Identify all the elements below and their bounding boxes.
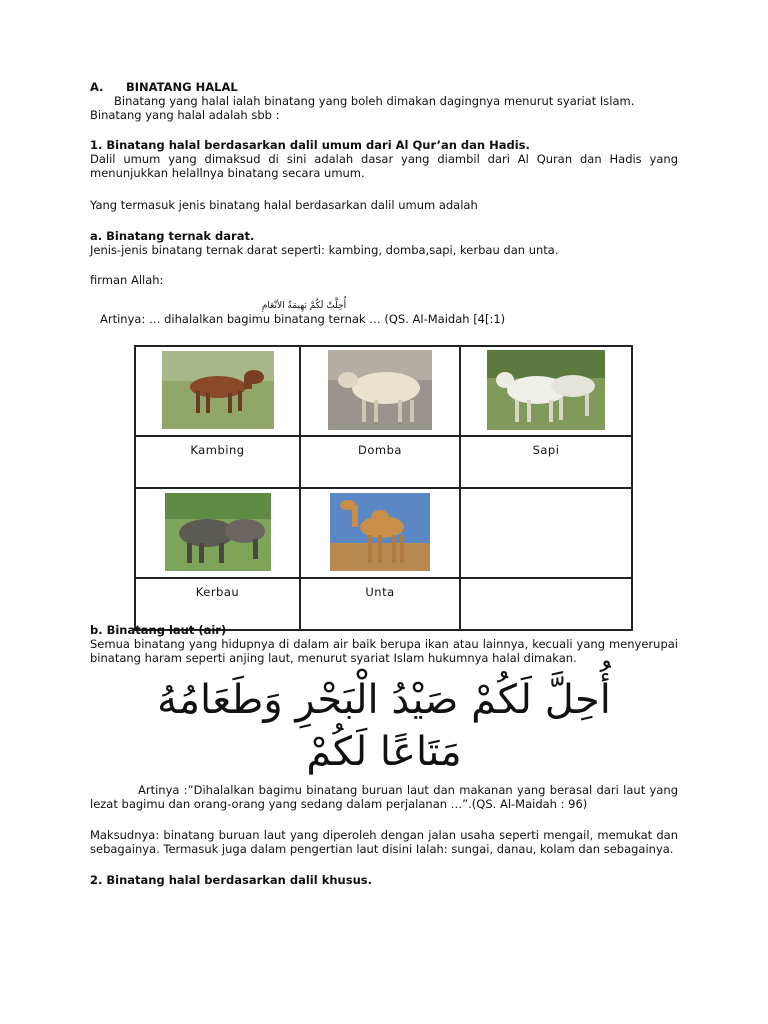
firman-label: firman Allah:	[90, 273, 164, 287]
sheep-photo	[328, 350, 432, 430]
document-page	[90, 78, 678, 326]
point-1-heading: 1. Binatang halal berdasarkan dalil umum dari Al Qur’an dan Hadis.	[90, 138, 530, 152]
table-cell	[460, 346, 632, 436]
point-1-text: Dalil umum yang dimaksud di sini adalah dasar yang diambil dari Al Quran dan Hadis yang menunjukkan helallnya binatang secara umum.	[90, 152, 678, 180]
sub-a-text: Jenis-jenis binatang ternak darat seperti: kambing, domba,sapi, kerbau dan unta.	[90, 243, 559, 257]
table-row	[135, 436, 632, 488]
sub-b-heading: b. Binatang laut (air)	[90, 623, 227, 637]
arabic-verse-line-1: أُحِلَّ لَكُمْ صَيْدُ الْبَحْرِ وَطَعَامُهُ	[157, 677, 611, 723]
list-intro: Binatang yang halal adalah sbb :	[90, 108, 280, 122]
included-text: Yang termasuk jenis binatang halal berdasarkan dalil umum adalah	[90, 198, 478, 212]
camel-photo	[330, 493, 430, 571]
arabic-verse-small: أُحِلَّتْ لَكُمْ بَهِيمَةُ الأنْعَامِ	[261, 301, 347, 311]
arabic-verse-line-2: مَتَاعًا لَكُمْ	[306, 729, 462, 775]
sub-a-translation: Artinya: … dihalalkan bagimu binatang ternak … (QS. Al-Maidah [4[:1)	[100, 312, 506, 326]
animal-label: Domba	[300, 436, 460, 488]
section-letter: A.	[90, 80, 104, 94]
point-2-heading: 2. Binatang halal berdasarkan dalil khusus.	[90, 873, 372, 887]
animal-label: Sapi	[460, 436, 632, 488]
table-cell	[135, 488, 300, 578]
document-page-lower	[90, 623, 678, 887]
cattle-photo	[487, 350, 605, 430]
sub-a-heading: a. Binatang ternak darat.	[90, 229, 255, 243]
table-cell	[300, 488, 460, 578]
table-cell	[300, 346, 460, 436]
buffalo-photo	[165, 493, 271, 571]
sub-b-text: Semua binatang yang hidupnya di dalam air baik berupa ikan atau lainnya, kecuali yang menyerupai binatang haram seperti anjing laut, menurut syariat Islam hukumnya halal dimakan.	[90, 637, 678, 665]
intro-paragraph: Binatang yang halal ialah binatang yang boleh dimakan dagingnya menurut syariat Islam.	[114, 94, 635, 108]
goat-photo	[162, 351, 274, 429]
animal-label: Kerbau	[135, 578, 300, 630]
animal-label: Kambing	[135, 436, 300, 488]
table-cell	[135, 346, 300, 436]
table-cell	[460, 488, 632, 578]
table-row	[135, 346, 632, 436]
table-row	[135, 488, 632, 578]
section-heading	[90, 80, 678, 94]
maksud-paragraph: Maksudnya: binatang buruan laut yang diperoleh dengan jalan usaha seperti mengail, memukat dan sebagainya. Termasuk juga dalam pengertian laut disini Ialah: sungai, danau, kolam dan sebagainya.	[90, 828, 678, 856]
section-title: BINATANG HALAL	[126, 80, 238, 94]
animal-table	[134, 345, 633, 631]
sub-b-translation: Artinya :”Dihalalkan bagimu binatang buruan laut dan makanan yang berasal dari laut yang lezat bagimu dan orang-orang yang sedang dalam perjalanan …”.(QS. Al-Maidah : 96)	[90, 783, 678, 811]
animal-label: Unta	[300, 578, 460, 630]
